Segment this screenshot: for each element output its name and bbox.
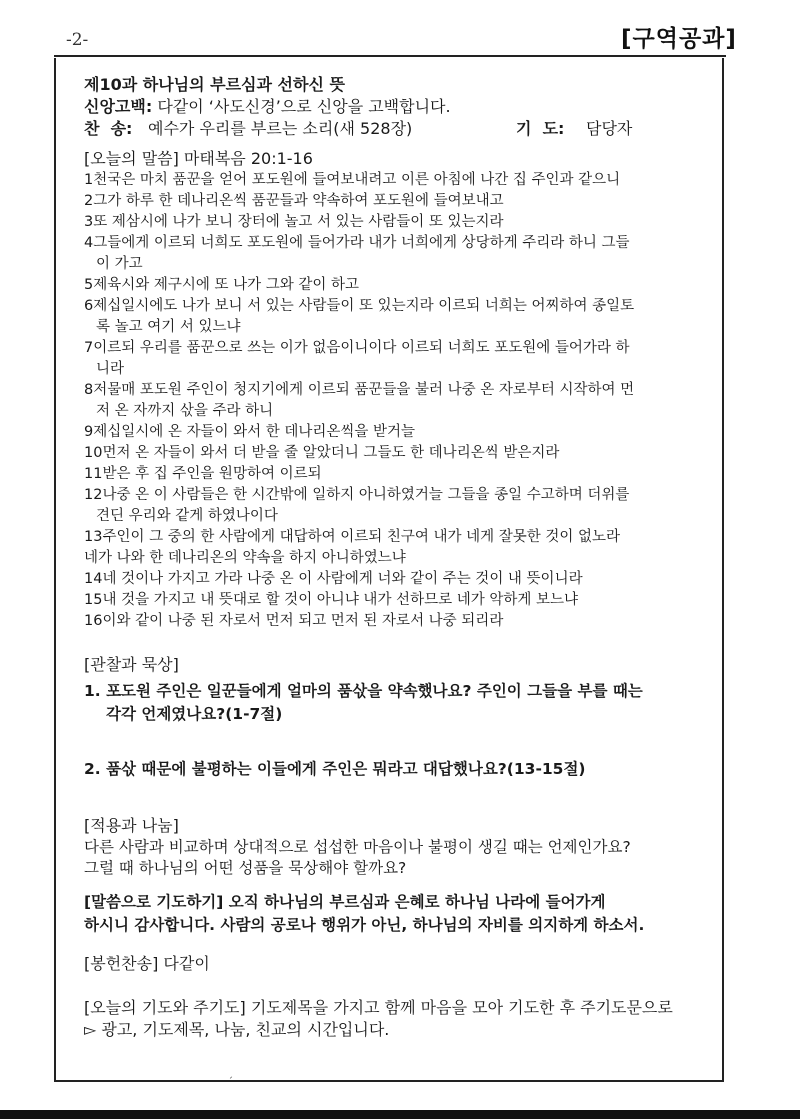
- verse-line: 저 온 자까지 삯을 주라 하니: [96, 403, 274, 419]
- footer-mark: ˏ: [228, 1068, 233, 1079]
- prayer-label: 기 도:: [516, 119, 565, 138]
- hymn-line: [84, 118, 720, 140]
- verse-line: 15내 것을 가지고 내 뜻대로 할 것이 아니냐 내가 선하므로 네가 악하게 보느냐: [84, 592, 578, 608]
- lesson-content: [84, 74, 720, 1041]
- scripture-heading: [오늘의 말씀] 마태복음 20:1-16: [84, 149, 313, 168]
- question-1-line-2: 각각 언제였나요?(1-7절): [106, 705, 283, 723]
- verse-line: 3또 제삼시에 나가 보니 장터에 놀고 서 있는 사람들이 또 있는지라: [84, 214, 504, 230]
- verse-line: 록 놀고 여기 서 있느냐: [96, 319, 241, 335]
- observation-question-1: [84, 680, 720, 726]
- verse-line: 견딘 우리와 같게 하였나이다: [96, 508, 278, 524]
- creed-line: [84, 96, 720, 118]
- creed-label: 신앙고백:: [84, 97, 153, 116]
- verse-line: 8저물매 포도원 주인이 청지기에게 이르되 품꾼들을 불러 나중 온 자로부터 시작하여 먼: [84, 382, 635, 398]
- section-title: [구역공과]: [621, 26, 737, 52]
- verse-line: 12나중 온 이 사람들은 한 시간밖에 일하지 아니하였거늘 그들을 종일 수고하며 더위를: [84, 487, 630, 503]
- verse-line: 14네 것이나 가지고 가라 나중 온 이 사람에게 너와 같이 주는 것이 내 뜻이니라: [84, 571, 583, 587]
- verse-line: 9제십일시에 온 자들이 와서 한 데나리온씩을 받거늘: [84, 424, 416, 440]
- verse-line: 16이와 같이 나중 된 자로서 먼저 되고 먼저 된 자로서 나중 되리라: [84, 613, 504, 629]
- hymn-label: 찬 송:: [84, 119, 133, 138]
- prayer-line-1: [말씀으로 기도하기] 오직 하나님의 부르심과 은혜로 하나님 나라에 들어가게: [84, 893, 606, 911]
- verse-line: 5제육시와 제구시에 또 나가 그와 같이 하고: [84, 277, 359, 293]
- closing-line-2: ▻ 광고, 기도제목, 나눔, 친교의 시간입니다.: [84, 1020, 390, 1039]
- hymn-text: 예수가 우리를 부르는 소리(새 528장): [148, 119, 413, 138]
- verse-line: 11받은 후 집 주인을 원망하여 이르되: [84, 466, 322, 482]
- scripture-verses: [84, 170, 720, 632]
- verse-line: 6제십일시에도 나가 보니 서 있는 사람들이 또 있는지라 이르되 너희는 어찌하여 종일토: [84, 298, 635, 314]
- verse-line: 니라: [96, 361, 125, 377]
- observation-question-2: 2. 품삯 때문에 불평하는 이들에게 주인은 뭐라고 대답했나요?(13-15절): [84, 760, 586, 778]
- offering-label: [봉헌찬송]: [84, 954, 159, 973]
- prayer-text: 담당자: [586, 119, 633, 138]
- application-line-1: 다른 사람과 비교하며 상대적으로 섭섭한 마음이나 불평이 생길 때는 언제인가요?: [84, 838, 631, 856]
- question-1-line-1: 1. 포도원 주인은 일꾼들에게 얼마의 품삯을 약속했나요? 주인이 그들을 부를 때는: [84, 682, 643, 700]
- offering-line: [84, 953, 720, 975]
- verse-line: 7이르되 우리를 품꾼으로 쓰는 이가 없음이니이다 이르되 너희도 포도원에 들어가라 하: [84, 340, 630, 356]
- page-number: -2-: [66, 30, 89, 50]
- verse-line: 2그가 하루 한 데나리온씩 품꾼들과 약속하여 포도원에 들여보내고: [84, 193, 504, 209]
- application-line-2: 그럴 때 하나님의 어떤 성품을 묵상해야 할까요?: [84, 859, 407, 877]
- verse-line: 네가 나와 한 데나리온의 약속을 하지 아니하였느냐: [84, 550, 406, 566]
- verse-line: 4그들에게 이르되 너희도 포도원에 들어가라 내가 너희에게 상당하게 주리라 하니 그들: [84, 235, 630, 251]
- header-rule: [54, 55, 726, 57]
- verse-line: 13주인이 그 중의 한 사람에게 대답하여 이르되 친구여 내가 네게 잘못한 것이 없노라: [84, 529, 620, 545]
- verse-line: 이 가고: [96, 256, 143, 272]
- lesson-title: 제10과 하나님의 부르심과 선하신 뜻: [84, 75, 345, 94]
- prayer-line-2: 하시니 감사합니다. 사람의 공로나 행위가 아닌, 하나님의 자비를 의지하게 하소서.: [84, 916, 645, 934]
- creed-text: 다같이 ‘사도신경’으로 신앙을 고백합니다.: [157, 97, 451, 116]
- scan-edge-bar: [0, 1110, 800, 1119]
- observation-heading: [관찰과 묵상]: [84, 655, 179, 674]
- offering-text: 다같이: [163, 954, 210, 973]
- verse-line: 1천국은 마치 품꾼을 얻어 포도원에 들여보내려고 이른 아침에 나간 집 주인과 같으니: [84, 172, 621, 188]
- application-heading: [적용과 나눔]: [84, 816, 179, 835]
- verse-line: 10먼저 온 자들이 와서 더 받을 줄 알았더니 그들도 한 데나리온씩 받은지라: [84, 445, 560, 461]
- closing-line-1: [오늘의 기도와 주기도] 기도제목을 가지고 함께 마음을 모아 기도한 후 주기도문으로: [84, 998, 673, 1017]
